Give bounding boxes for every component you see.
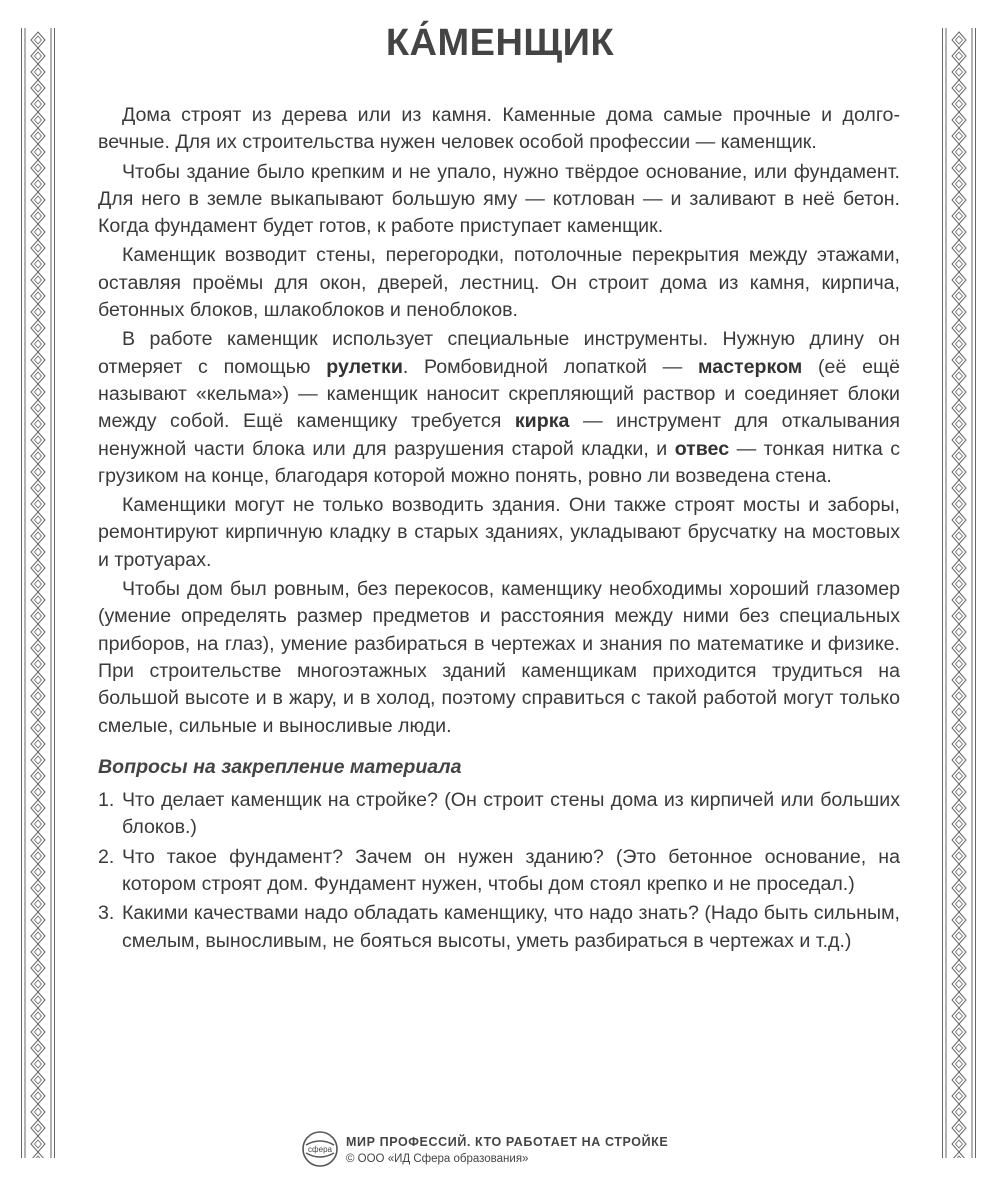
term-tape-measure: рулетки [326, 355, 403, 378]
decorative-border-left [20, 28, 56, 1158]
question-number: 3. [98, 902, 115, 925]
paragraph-5: Каменщики могут не только возводить здания. Они также строят мосты и заборы, ремонтируют кирпичную кладку в старых зданиях, укладывают брусчатку на мостовых и тротуарах. [98, 494, 900, 571]
question-text: Что такое фундамент? Зачем он нужен зданию? (Это бетонное основание, на котором строят дом. Фундамент нужен, чтобы дом стоял крепко и не проседал.) [122, 845, 900, 896]
border-pattern-right [941, 28, 977, 1158]
paragraph-4-text-3: (её ещё называют «кельма») — каменщик наносит скрепляющий раствор и соединяет блоки между собой. Ещё каменщику требуется [98, 355, 900, 433]
paragraph-3: Каменщик возводит стены, перегородки, потолочные перекрытия между этажами, оставляя проёмы для окон, дверей, лестниц. Он строит дома из камня, кирпича, бетонных блоков, шлакоблоков и пеноблоков. [98, 244, 900, 322]
logo-text: сфера [308, 1145, 332, 1154]
paragraph-4-text-5: — тонкая нитка с грузиком на конце, благодаря которой можно понять, ровно ли возведена стена. [98, 437, 901, 487]
publisher-logo-icon [300, 1129, 340, 1169]
question-item [98, 787, 900, 842]
footer [300, 1127, 720, 1171]
article-body [98, 102, 900, 957]
paragraph-2: Чтобы здание было крепким и не упало, нужно твёрдое основание, или фундамент. Для него в земле выкапывают большую яму — котлован — и заливают в неё бетон. Когда фундамент будет готов, к работе приступает каменщик. [98, 160, 900, 238]
question-item [98, 844, 900, 899]
question-number: 2. [98, 845, 115, 868]
paragraph-4-text-4: — инструмент для откалывания ненужной части блока или для разрушения старой кладки, и [98, 410, 900, 460]
page-title: КА́МЕНЩИК [385, 22, 615, 64]
question-item [98, 900, 900, 955]
question-text: Какими качествами надо обладать каменщику, что надо знать? (Надо быть сильным, смелым, выносливым, не бояться высоты, уметь разбираться в чертежах и т.д.) [122, 902, 900, 952]
questions-heading: Вопросы на закрепление материала [98, 755, 462, 778]
term-plumb-line: отвес [674, 437, 730, 460]
book-series-title: МИР ПРОФЕССИЙ. КТО РАБОТАЕТ НА СТРОЙКЕ [346, 1135, 669, 1149]
border-pattern-left [20, 28, 56, 1158]
term-trowel: мастерком [698, 355, 803, 378]
paragraph-4-text-1: В работе каменщик использует специальные инструменты. Нужную длину он отмеряет с помощью [98, 328, 900, 378]
decorative-border-right [941, 28, 977, 1158]
term-pickaxe: кирка [514, 410, 570, 433]
paragraph-4 [98, 326, 900, 490]
question-number: 1. [98, 789, 115, 812]
paragraph-1: Дома строят из дерева или из камня. Каменные дома самые прочные и долговечные. Для их строительства нужен человек особой профессии — каменщик. [98, 104, 900, 154]
paragraph-6: Чтобы дом был ровным, без перекосов, каменщику необходимы хороший глазомер (умение определять размер предметов и расстояния между ними без специальных приборов, на глаз), умение разбираться в чертежах и знания по математике и физике. При строительстве многоэтажных зданий каменщикам приходится трудиться на большой высоте и в жару, и в холод, поэтому справиться с такой работой могут только смелые, сильные и выносливые люди. [98, 578, 900, 737]
copyright-notice: © ООО «ИД Сфера образования» [346, 1153, 529, 1165]
paragraph-4-text-2: . Ромбовидной лопаткой — [402, 355, 699, 378]
question-text: Что делает каменщик на стройке? (Он строит стены дома из кирпичей или больших блоков.) [122, 789, 900, 839]
